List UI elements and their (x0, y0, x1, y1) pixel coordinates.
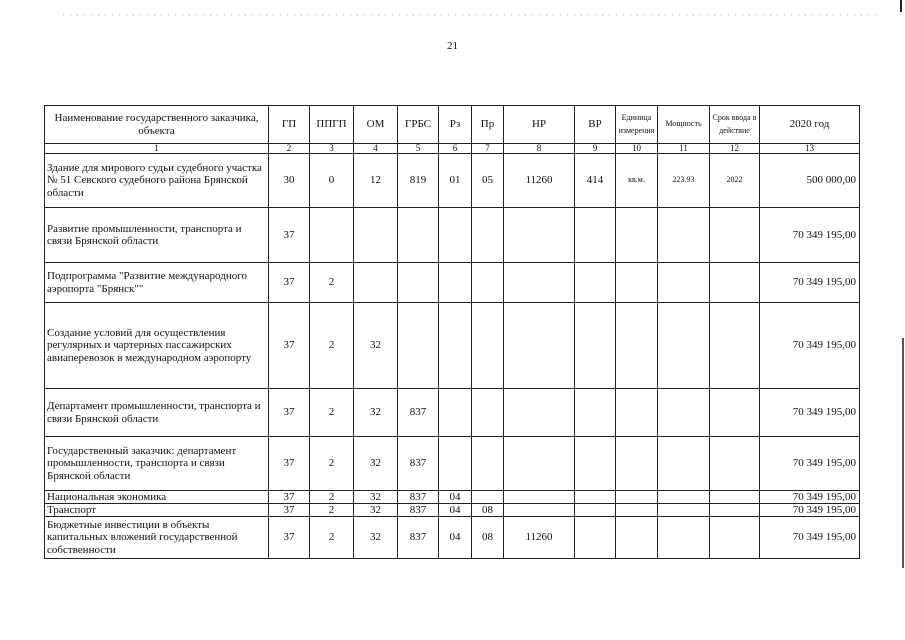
table-cell: 2 (310, 491, 354, 504)
table-cell: 32 (354, 389, 398, 437)
table-cell: 12 (354, 154, 398, 208)
table-cell: 04 (439, 504, 472, 517)
table-cell (616, 389, 658, 437)
table-cell (354, 263, 398, 303)
table-cell (439, 208, 472, 263)
column-header: Единица измерения (616, 106, 658, 144)
page-number: 21 (447, 40, 458, 52)
table-cell (658, 208, 710, 263)
table-cell: 11260 (504, 154, 575, 208)
table-cell (658, 389, 710, 437)
table-cell: 837 (398, 437, 439, 491)
column-header: Пр (472, 106, 504, 144)
table-cell: 05 (472, 154, 504, 208)
row-name-cell: Государственный заказчик: департамент промышленности, транспорта и связи Брянской области (45, 437, 269, 491)
table-cell (398, 303, 439, 389)
column-index: 11 (658, 144, 710, 154)
table-row (45, 437, 860, 491)
table-cell (710, 517, 760, 559)
table-cell: 37 (269, 303, 310, 389)
table-cell (439, 389, 472, 437)
table-cell: 32 (354, 517, 398, 559)
table-cell: 04 (439, 491, 472, 504)
amount-cell: 70 349 195,00 (760, 303, 860, 389)
table-row (45, 517, 860, 559)
table-cell (658, 517, 710, 559)
table-cell: 2 (310, 437, 354, 491)
table-cell: 837 (398, 517, 439, 559)
column-index: 1 (45, 144, 269, 154)
table-cell (504, 389, 575, 437)
scan-edge-mark (902, 338, 904, 568)
table-cell: 837 (398, 389, 439, 437)
amount-cell: 70 349 195,00 (760, 263, 860, 303)
table-row (45, 491, 860, 504)
table-cell: 819 (398, 154, 439, 208)
column-index: 4 (354, 144, 398, 154)
table-cell (504, 263, 575, 303)
row-name-cell: Департамент промышленности, транспорта и связи Брянской области (45, 389, 269, 437)
table-cell: 30 (269, 154, 310, 208)
table-cell (575, 303, 616, 389)
table-cell (354, 208, 398, 263)
amount-cell: 70 349 195,00 (760, 437, 860, 491)
table-cell (658, 263, 710, 303)
table-cell (710, 437, 760, 491)
column-header: ОМ (354, 106, 398, 144)
table-cell: 2 (310, 389, 354, 437)
scan-artifact-dots (60, 13, 880, 17)
table-cell: 2 (310, 303, 354, 389)
table-cell (575, 504, 616, 517)
column-header: Рз (439, 106, 472, 144)
column-header: 2020 год (760, 106, 860, 144)
amount-cell: 70 349 195,00 (760, 491, 860, 504)
table-cell (658, 437, 710, 491)
column-header: ГП (269, 106, 310, 144)
table-cell (398, 263, 439, 303)
table-cell (616, 263, 658, 303)
table-cell: 2 (310, 517, 354, 559)
table-cell (658, 303, 710, 389)
amount-cell: 70 349 195,00 (760, 504, 860, 517)
column-index: 10 (616, 144, 658, 154)
table-cell (658, 491, 710, 504)
column-index: 7 (472, 144, 504, 154)
table-cell: 08 (472, 504, 504, 517)
table-cell (616, 208, 658, 263)
column-index: 5 (398, 144, 439, 154)
table-cell: 37 (269, 504, 310, 517)
table-cell (616, 517, 658, 559)
amount-cell: 70 349 195,00 (760, 517, 860, 559)
column-header: Наименование государственного заказчика, объекта (45, 106, 269, 144)
column-index: 6 (439, 144, 472, 154)
table-cell: кв.м. (616, 154, 658, 208)
table-cell (575, 491, 616, 504)
table-cell (472, 491, 504, 504)
table-cell: 32 (354, 491, 398, 504)
column-header: Срок ввода в действие (710, 106, 760, 144)
table-cell (616, 504, 658, 517)
table-cell (616, 437, 658, 491)
table-cell (504, 491, 575, 504)
table-cell (575, 208, 616, 263)
table-cell (472, 208, 504, 263)
table-cell: 0 (310, 154, 354, 208)
row-name-cell: Бюджетные инвестиции в объекты капитальных вложений государственной собственности (45, 517, 269, 559)
table-cell: 32 (354, 303, 398, 389)
table-row (45, 303, 860, 389)
table-cell: 32 (354, 504, 398, 517)
table-cell: 11260 (504, 517, 575, 559)
amount-cell: 70 349 195,00 (760, 208, 860, 263)
column-index: 3 (310, 144, 354, 154)
table-cell (616, 491, 658, 504)
table-cell (658, 504, 710, 517)
table-cell: 37 (269, 437, 310, 491)
table-row (45, 389, 860, 437)
table-cell (439, 437, 472, 491)
table-cell: 37 (269, 491, 310, 504)
column-header: Мощность (658, 106, 710, 144)
table-cell: 37 (269, 208, 310, 263)
table-cell: 223.93 (658, 154, 710, 208)
table-cell (472, 263, 504, 303)
table-cell: 04 (439, 517, 472, 559)
table-cell: 837 (398, 504, 439, 517)
table-cell: 2 (310, 263, 354, 303)
table-cell: 837 (398, 491, 439, 504)
table-cell: 37 (269, 263, 310, 303)
row-name-cell: Подпрограмма "Развитие международного аэропорта "Брянск"" (45, 263, 269, 303)
column-header: ГРБС (398, 106, 439, 144)
table-cell (710, 208, 760, 263)
table-cell (472, 303, 504, 389)
table-cell: 2 (310, 504, 354, 517)
table-cell: 37 (269, 389, 310, 437)
table-cell (710, 263, 760, 303)
table-row (45, 504, 860, 517)
table-cell (710, 303, 760, 389)
table-cell (710, 504, 760, 517)
amount-cell: 500 000,00 (760, 154, 860, 208)
table-cell: 01 (439, 154, 472, 208)
scan-edge-mark (900, 0, 902, 12)
table-cell (472, 389, 504, 437)
table-row (45, 263, 860, 303)
table-cell (575, 437, 616, 491)
table-cell: 414 (575, 154, 616, 208)
amount-cell: 70 349 195,00 (760, 389, 860, 437)
row-name-cell: Национальная экономика (45, 491, 269, 504)
column-index: 2 (269, 144, 310, 154)
table-cell (398, 208, 439, 263)
table-cell (504, 208, 575, 263)
row-name-cell: Развитие промышленности, транспорта и связи Брянской области (45, 208, 269, 263)
column-header: ВР (575, 106, 616, 144)
table-row (45, 154, 860, 208)
table-cell (616, 303, 658, 389)
table-cell (504, 437, 575, 491)
table-cell (439, 263, 472, 303)
table-cell (710, 389, 760, 437)
budget-table (44, 105, 860, 559)
column-index: 9 (575, 144, 616, 154)
table-row (45, 208, 860, 263)
table-cell (310, 208, 354, 263)
table-cell: 08 (472, 517, 504, 559)
row-name-cell: Транспорт (45, 504, 269, 517)
table-cell (710, 491, 760, 504)
table-cell (439, 303, 472, 389)
table-cell (504, 303, 575, 389)
table-cell (472, 437, 504, 491)
table-cell: 32 (354, 437, 398, 491)
row-name-cell: Создание условий для осуществления регулярных и чартерных пассажирских авиаперевозок в международном аэропорту (45, 303, 269, 389)
row-name-cell: Здание для мирового судьи судебного участка № 51 Севского судебного района Брянской области (45, 154, 269, 208)
column-index: 8 (504, 144, 575, 154)
column-index: 13 (760, 144, 860, 154)
table-cell (504, 504, 575, 517)
column-index: 12 (710, 144, 760, 154)
column-header: НР (504, 106, 575, 144)
column-index-row (45, 144, 860, 154)
column-header: ППГП (310, 106, 354, 144)
table-cell (575, 389, 616, 437)
table-cell (575, 517, 616, 559)
table-cell: 2022 (710, 154, 760, 208)
table-cell: 37 (269, 517, 310, 559)
table-cell (575, 263, 616, 303)
table-header-row (45, 106, 860, 144)
